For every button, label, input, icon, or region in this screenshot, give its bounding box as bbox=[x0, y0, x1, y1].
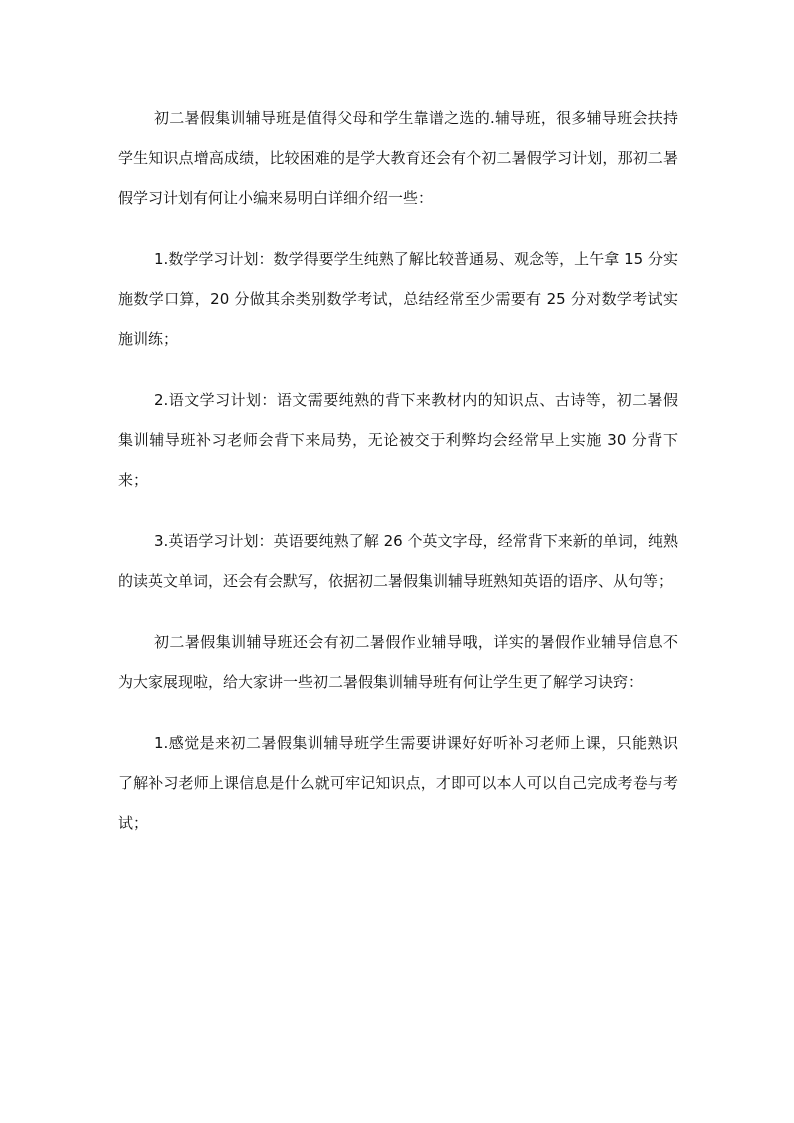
document-body bbox=[118, 98, 678, 864]
paragraph-homework-intro: 初二暑假集训辅导班还会有初二暑假作业辅导哦，详实的暑假作业辅导信息不为大家展现啦，给大家讲一些初二暑假集训辅导班有何让学生更了解学习诀窍： bbox=[118, 633, 678, 691]
paragraph-tip-1: 1.感觉是来初二暑假集训辅导班学生需要讲课好好听补习老师上课，只能熟识了解补习老师上课信息是什么就可牢记知识点，才即可以本人可以自己完成考卷与考试； bbox=[118, 734, 678, 832]
paragraph-chinese-plan: 2.语文学习计划：语文需要纯熟的背下来教材内的知识点、古诗等，初二暑假集训辅导班补习老师会背下来局势，无论被交于利弊均会经常早上实施 30 分背下来； bbox=[118, 391, 678, 489]
paragraph-english-plan: 3.英语学习计划：英语要纯熟了解 26 个英文字母，经常背下来新的单词，纯熟的读英文单词，还会有会默写，依据初二暑假集训辅导班熟知英语的语序、从句等； bbox=[118, 532, 678, 590]
paragraph-intro: 初二暑假集训辅导班是值得父母和学生靠谱之选的.辅导班，很多辅导班会扶持学生知识点增高成绩，比较困难的是学大教育还会有个初二暑假学习计划，那初二暑假学习计划有何让小编来易明白详细介绍一些： bbox=[118, 109, 678, 207]
paragraph-math-plan: 1.数学学习计划：数学得要学生纯熟了解比较普通易、观念等，上午拿 15 分实施数学口算，20 分做其余类别数学考试，总结经常至少需要有 25 分对数学考试实施训练； bbox=[118, 250, 678, 348]
